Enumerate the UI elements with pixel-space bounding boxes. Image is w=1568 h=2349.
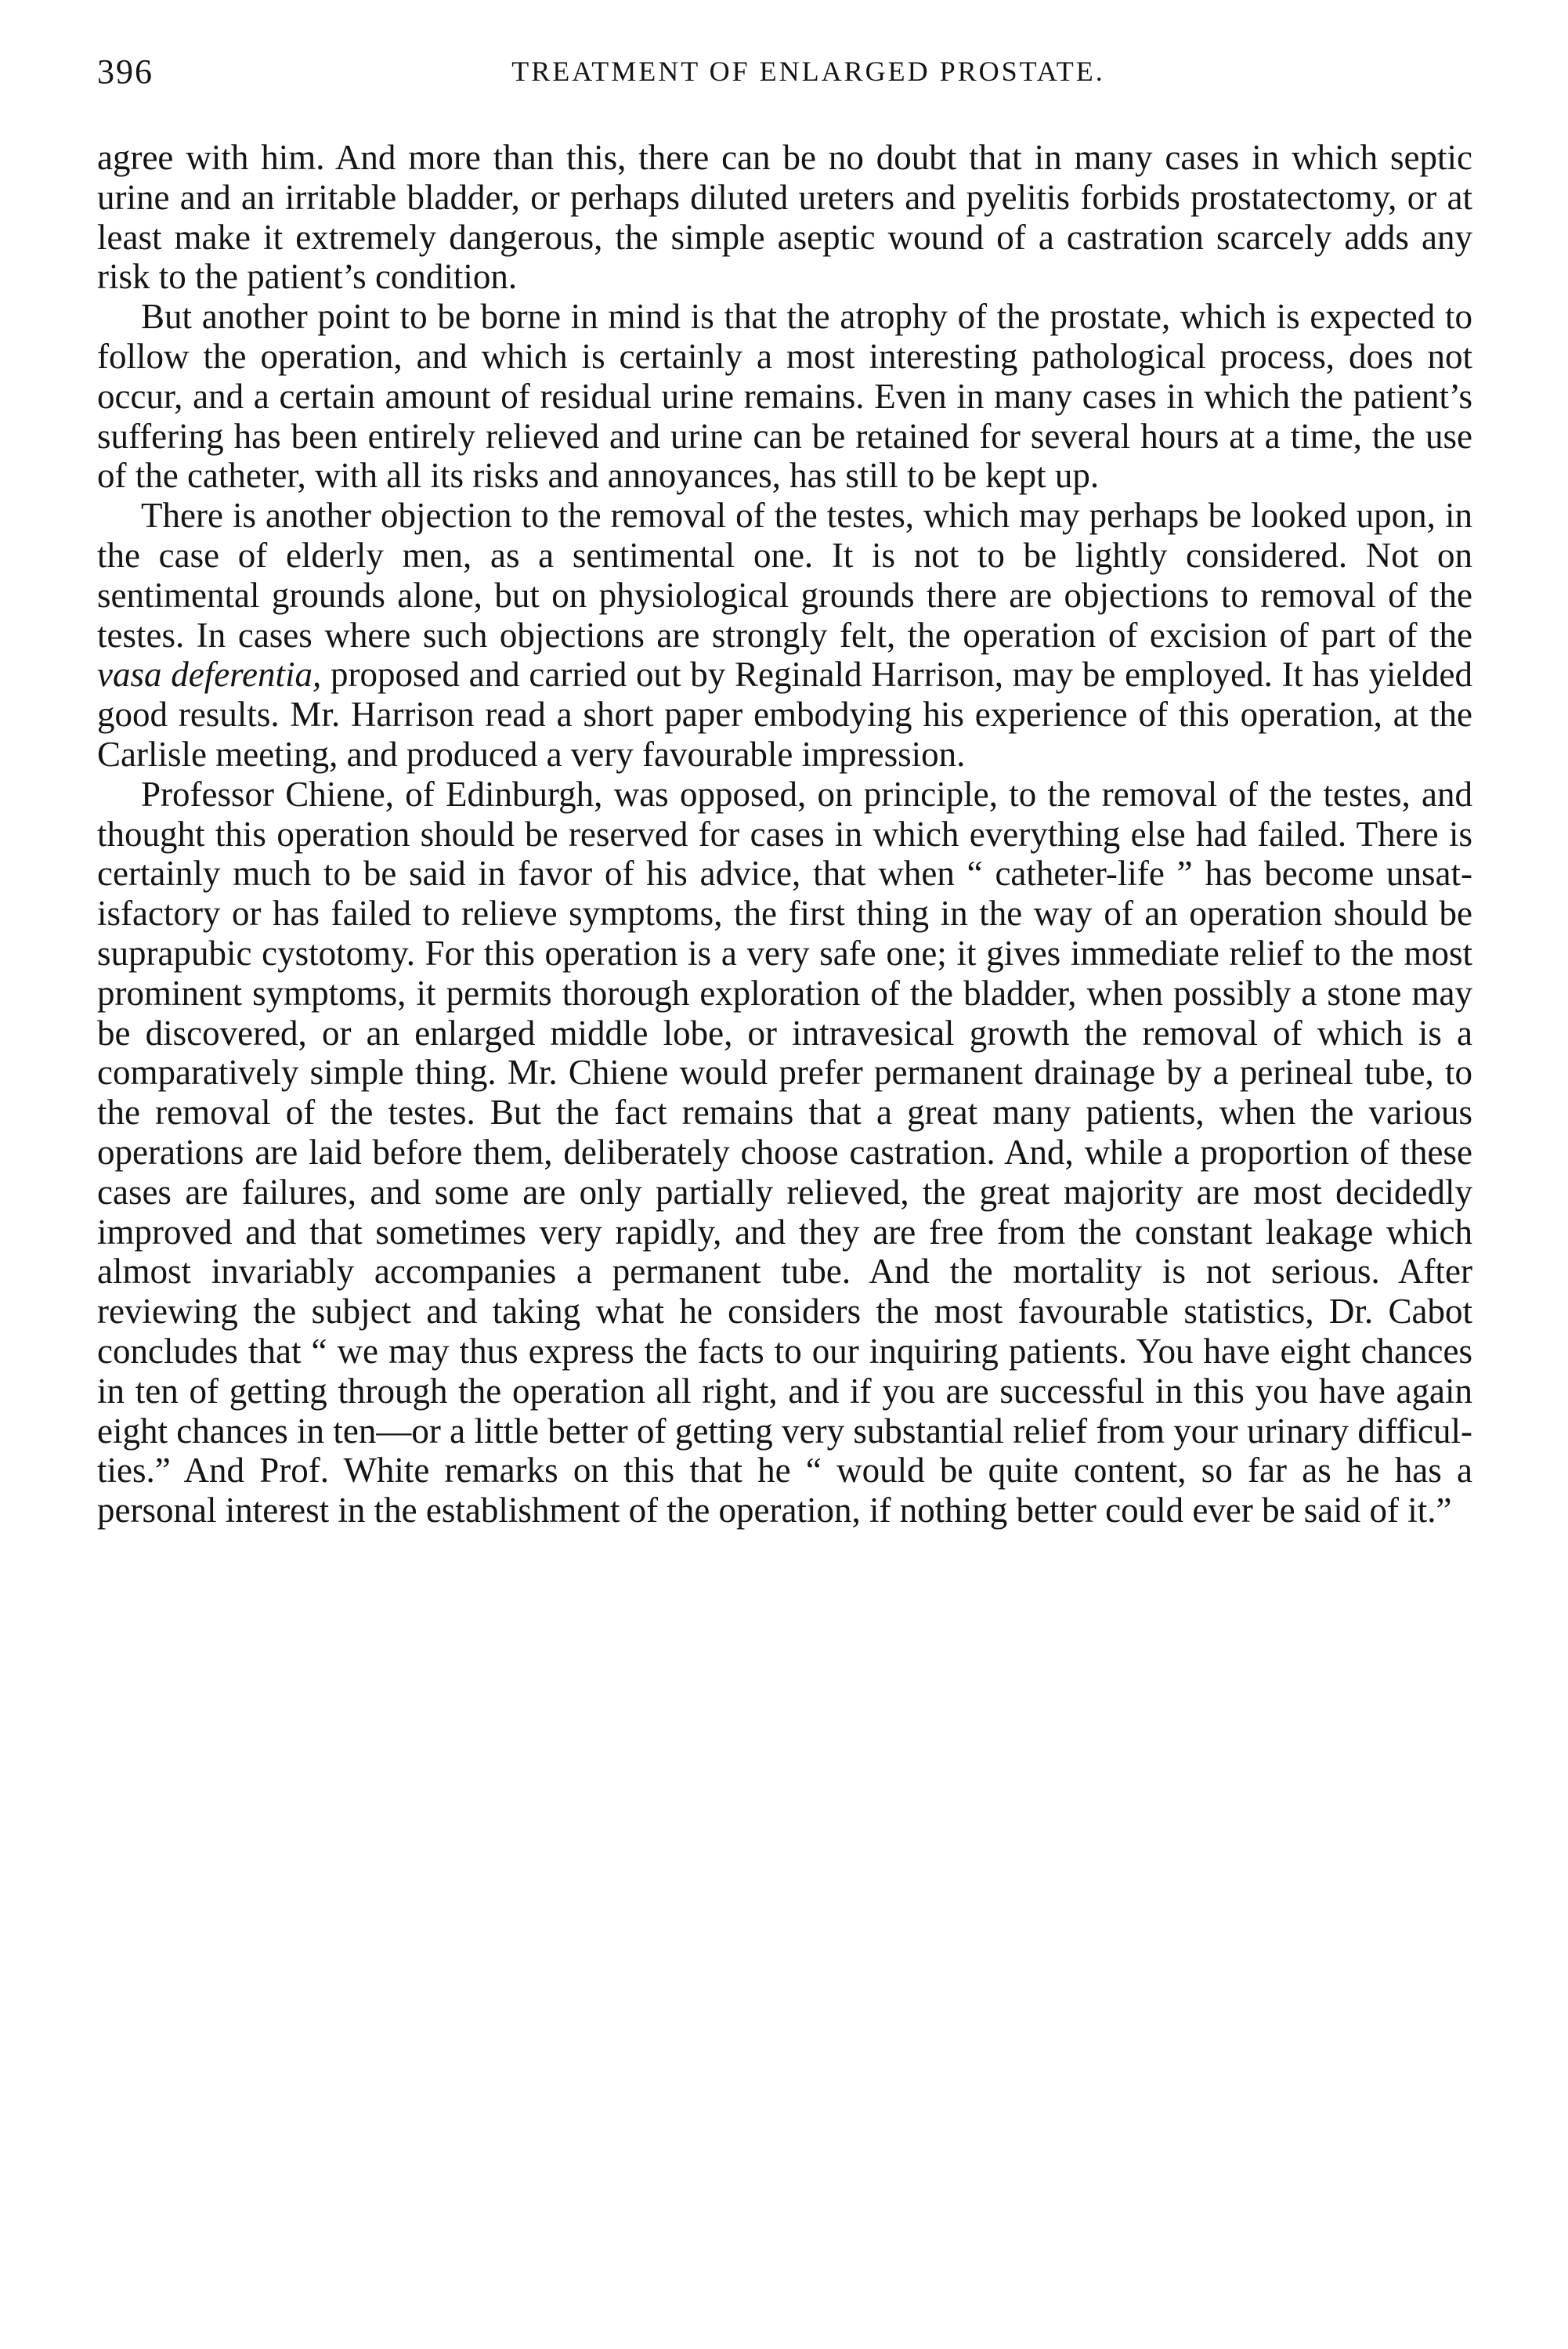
page-number: 396 xyxy=(97,52,154,91)
running-title: TREATMENT OF ENLARGED PROSTATE. xyxy=(511,56,1105,87)
paragraph-3 xyxy=(97,496,1472,775)
paragraph-3-text-after: proposed and carried out by Reginald Harrison, may be employed. It has yielded good results. Mr. Harrison read a short paper embodying his experience of this operation, at the Carlisle meeting, and produced a very favourable impression. xyxy=(97,655,1472,774)
running-head xyxy=(97,52,1472,91)
paragraph-3-text-before: There is another objection to the removal of the testes, which may perhaps be looked upon, in the case of elderly men, as a sentimental one. It is not to be lightly considered. Not on sentimental grounds alone, but on physiological grounds there are objections to removal of the testes. In cases where such objections are strongly felt, the operation of excision of part of the xyxy=(97,496,1472,655)
body-text xyxy=(97,138,1472,1530)
paragraph-4: Professor Chiene, of Edinburgh, was opposed, on principle, to the removal of the testes, and thought this operation should be reserved for cases in which everything else had failed. There is certainly much to be said in favor of his advice, that when “ catheter-life ” has become unsatisfactory or has failed to relieve symptoms, the first thing in the way of an operation should be suprapubic cystotomy. For this operation is a very safe one; it gives immediate relief to the most prominent symptoms, it permits thorough exploration of the bladder, when possibly a stone may be discovered, or an enlarged middle lobe, or intravesical growth the removal of which is a comparatively simple thing. Mr. Chiene would prefer permanent drainage by a perineal tube, to the removal of the testes. But the fact remains that a great many patients, when the various operations are laid before them, deliberately choose castration. And, while a proportion of these cases are failures, and some are only partially relieved, the great majority are most decidedly improved and that sometimes very rapidly, and they are free from the constant leakage which almost invariably accompanies a permanent tube. And the mortality is not serious. After reviewing the subject and taking what he considers the most favourable statistics, Dr. Cabot concludes that “ we may thus express the facts to our inquiring patients. You have eight chances in ten of getting through the operation all right, and if you are successful in this you have again eight chances in ten—or a little better of getting very substantial relief from your urinary difficulties.” And Prof. White remarks on this that he “ would be quite content, so far as he has a personal interest in the establishment of the operation, if nothing better could ever be said of it.” xyxy=(97,774,1472,1530)
paragraph-2: But another point to be borne in mind is that the atrophy of the prostate, which is expected to follow the operation, and which is certainly a most interesting pathological process, does not occur, and a certain amount of residual urine remains. Even in many cases in which the patient’s suffering has been entirely relieved and urine can be retained for several hours at a time, the use of the catheter, with all its risks and annoyances, has still to be kept up. xyxy=(97,297,1472,496)
paragraph-1: agree with him. And more than this, there can be no doubt that in many cases in which septic urine and an irritable bladder, or perhaps diluted ureters and pyelitis forbids prostatectomy, or at least make it extremely dangerous, the simple aseptic wound of a castration scarcely adds any risk to the patient’s condition. xyxy=(97,138,1472,297)
italic-term-vasa-deferentia: vasa deferentia, xyxy=(97,655,322,695)
